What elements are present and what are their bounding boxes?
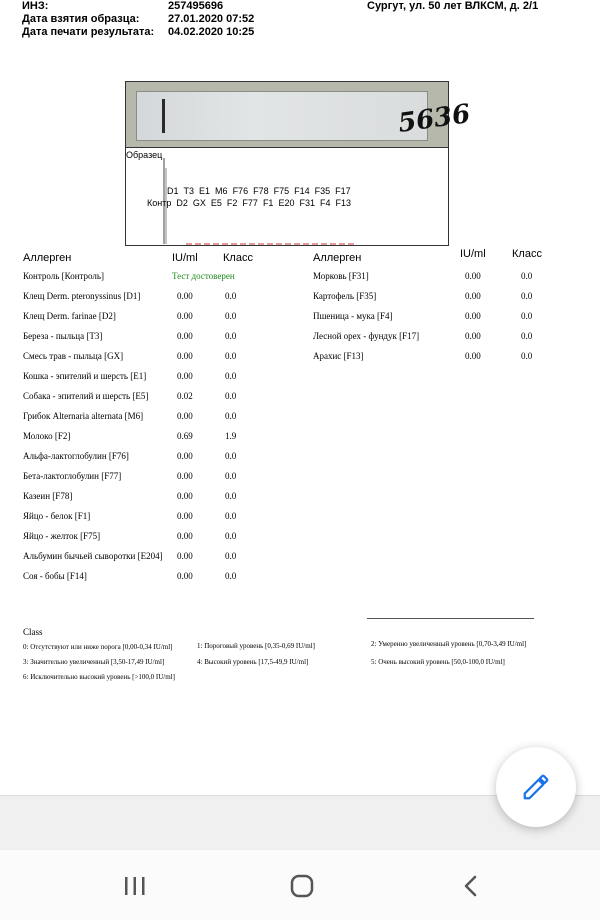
table-row-class: 0.0 bbox=[225, 291, 237, 301]
table-row-class: 0.0 bbox=[225, 311, 237, 321]
table-row-class: 0.0 bbox=[225, 551, 237, 561]
table-row-name: Картофель [F35] bbox=[313, 291, 377, 301]
sample-date-value: 27.01.2020 07:52 bbox=[168, 13, 255, 25]
address: Сургут, ул. 50 лет ВЛКСМ, д. 2/1 bbox=[367, 0, 539, 12]
legend-title: Class bbox=[23, 627, 43, 637]
inz-label: ИНЗ: bbox=[22, 0, 49, 12]
table-row-iu: 0.00 bbox=[177, 571, 193, 581]
strip-code: F2 bbox=[226, 198, 238, 208]
strip-code: F78 bbox=[253, 186, 269, 196]
table-row-class: 0.0 bbox=[225, 531, 237, 541]
strip-membrane bbox=[136, 91, 428, 141]
allergen-header-left: Аллерген bbox=[23, 252, 72, 264]
strip-code: T3 bbox=[183, 186, 195, 196]
table-row-class: 0.0 bbox=[521, 291, 533, 301]
table-row-name: Кошка - эпителий и шерсть [E1] bbox=[23, 371, 147, 381]
table-row-class: 0.0 bbox=[225, 511, 237, 521]
table-row-iu: 0.00 bbox=[177, 291, 193, 301]
strip-code: E5 bbox=[210, 198, 222, 208]
legend-class-5: 5: Очень высокий уровень [50,0-100,0 IU/ml] bbox=[371, 658, 505, 666]
legend-class-6: 6: Исключительно высокий уровень [>100,0 IU/ml] bbox=[23, 673, 175, 681]
table-row-iu: 0.00 bbox=[177, 511, 193, 521]
legend-class-3: 3: Значительно увеличенный [3,50-17,49 IU/ml] bbox=[23, 658, 165, 666]
strip-code: E20 bbox=[278, 198, 295, 208]
inz-value: 257495696 bbox=[168, 0, 224, 12]
table-row-class: 0.0 bbox=[225, 571, 237, 581]
table-row-iu: 0.00 bbox=[465, 271, 481, 281]
table-row-name: Собака - эпителий и шерсть [E5] bbox=[23, 391, 149, 401]
strip-code: F4 bbox=[319, 198, 331, 208]
table-row-name: Контроль [Контроль] bbox=[23, 271, 105, 281]
table-row-iu: 0.69 bbox=[177, 431, 193, 441]
pencil-icon bbox=[521, 772, 551, 802]
table-row-class: 0.0 bbox=[225, 331, 237, 341]
table-row-name: Яйцо - желток [F75] bbox=[23, 531, 101, 541]
table-row-name: Пшеница - мука [F4] bbox=[313, 311, 393, 321]
table-row-iu: 0.00 bbox=[465, 291, 481, 301]
strip-code: GX bbox=[192, 198, 206, 208]
table-row-class: 0.0 bbox=[225, 471, 237, 481]
strip-code: F1 bbox=[262, 198, 274, 208]
table-row-name: Молоко [F2] bbox=[23, 431, 71, 441]
table-row-name: Клещ Derm. pteronyssinus [D1] bbox=[23, 291, 141, 301]
test-strip-image bbox=[125, 81, 473, 148]
table-row-iu: 0.00 bbox=[177, 411, 193, 421]
table-row-name: Яйцо - белок [F1] bbox=[23, 511, 91, 521]
class-header-left: Класс bbox=[223, 252, 253, 264]
table-row-iu: 0.00 bbox=[177, 311, 193, 321]
table-row-class: 1.9 bbox=[225, 431, 237, 441]
table-row-class: 0.0 bbox=[225, 411, 237, 421]
sample-date-label: Дата взятия образца: bbox=[22, 13, 140, 25]
print-date-label: Дата печати результата: bbox=[22, 26, 155, 38]
table-row-name: Береза - пыльца [T3] bbox=[23, 331, 103, 341]
strip-code: F76 bbox=[232, 186, 249, 196]
table-row-name: Грибок Alternaria alternata [M6] bbox=[23, 411, 144, 421]
table-row-iu: 0.00 bbox=[177, 531, 193, 541]
table-row-iu: 0.02 bbox=[177, 391, 193, 401]
table-row-name: Клещ Derm. farinae [D2] bbox=[23, 311, 116, 321]
system-nav-bar bbox=[0, 850, 600, 920]
table-row-name: Арахис [F13] bbox=[313, 351, 364, 361]
profile-svg bbox=[126, 148, 450, 246]
strip-codes-row-1 bbox=[167, 186, 356, 196]
table-row-name: Лесной орех - фундук [F17] bbox=[313, 331, 420, 341]
class-header-right: Класс bbox=[512, 248, 542, 260]
table-row-class: 0.0 bbox=[521, 331, 533, 341]
strip-profile-plot bbox=[125, 148, 449, 246]
handwritten-number: 5636 bbox=[396, 99, 473, 139]
iu-header-left: IU/ml bbox=[172, 252, 198, 264]
table-row-name: Смесь трав - пыльца [GX] bbox=[23, 351, 124, 361]
table-row-iu: 0.00 bbox=[177, 371, 193, 381]
strip-codes-row-2 bbox=[147, 198, 356, 208]
iu-header-right: IU/ml bbox=[460, 248, 486, 260]
table-row-name: Морковь [F31] bbox=[313, 271, 369, 281]
strip-code: F75 bbox=[273, 186, 290, 196]
table-row-iu: 0.00 bbox=[465, 331, 481, 341]
strip-code: D2 bbox=[176, 198, 188, 208]
table-row-iu: 0.00 bbox=[177, 351, 193, 361]
allergen-header-right: Аллерген bbox=[313, 252, 362, 264]
strip-code: F31 bbox=[299, 198, 315, 208]
strip-code: Контр bbox=[147, 198, 172, 208]
table-row-name: Соя - бобы [F14] bbox=[23, 571, 87, 581]
back-icon[interactable] bbox=[460, 874, 482, 898]
control-band bbox=[162, 99, 165, 133]
legend-class-0: 0: Отсутствуют или ниже порога [0,00-0,34 IU/ml] bbox=[23, 643, 173, 651]
test-valid-note: Тест достоверен bbox=[172, 271, 235, 281]
table-row-class: 0.0 bbox=[521, 271, 533, 281]
table-row-name: Альбумин бычьей сыворотки [E204] bbox=[23, 551, 163, 561]
strip-code: F13 bbox=[335, 198, 352, 208]
table-row-iu: 0.00 bbox=[177, 451, 193, 461]
recent-apps-icon[interactable] bbox=[122, 874, 148, 898]
table-row-name: Альфа-лактоглобулин [F76] bbox=[23, 451, 129, 461]
sample-label: Образец bbox=[126, 150, 163, 160]
print-date-value: 04.02.2020 10:25 bbox=[168, 26, 255, 38]
table-row-name: Бета-лактоглобулин [F77] bbox=[23, 471, 122, 481]
strip-code: F35 bbox=[314, 186, 331, 196]
table-row-class: 0.0 bbox=[225, 491, 237, 501]
home-icon[interactable] bbox=[289, 874, 315, 898]
table-row-class: 0.0 bbox=[521, 351, 533, 361]
table-row-name: Казеин [F78] bbox=[23, 491, 73, 501]
legend-class-1: 1: Пороговый уровень [0,35-0,69 IU/ml] bbox=[197, 642, 315, 650]
strip-code: M6 bbox=[215, 186, 228, 196]
strip-code: E1 bbox=[199, 186, 211, 196]
table-row-iu: 0.00 bbox=[465, 311, 481, 321]
legend-class-4: 4: Высокий уровень [17,5-49,9 IU/ml] bbox=[197, 658, 309, 666]
table-row-class: 0.0 bbox=[225, 371, 237, 381]
table-row-class: 0.0 bbox=[225, 351, 237, 361]
edit-button[interactable] bbox=[496, 747, 576, 827]
table-row-class: 0.0 bbox=[521, 311, 533, 321]
table-row-iu: 0.00 bbox=[177, 551, 193, 561]
table-row-class: 0.0 bbox=[225, 451, 237, 461]
legend-class-2: 2: Умеренно увеличенный уровень [0,70-3,49 IU/ml] bbox=[371, 640, 527, 648]
table-row-iu: 0.00 bbox=[177, 471, 193, 481]
strip-code: F14 bbox=[294, 186, 310, 196]
table-row-iu: 0.00 bbox=[177, 331, 193, 341]
strip-code: F17 bbox=[335, 186, 351, 196]
table-row-class: 0.0 bbox=[225, 391, 237, 401]
signature-line bbox=[367, 618, 534, 619]
strip-code: D1 bbox=[167, 186, 179, 196]
strip-code: F77 bbox=[242, 198, 258, 208]
table-row-iu: 0.00 bbox=[177, 491, 193, 501]
table-row-iu: 0.00 bbox=[465, 351, 481, 361]
